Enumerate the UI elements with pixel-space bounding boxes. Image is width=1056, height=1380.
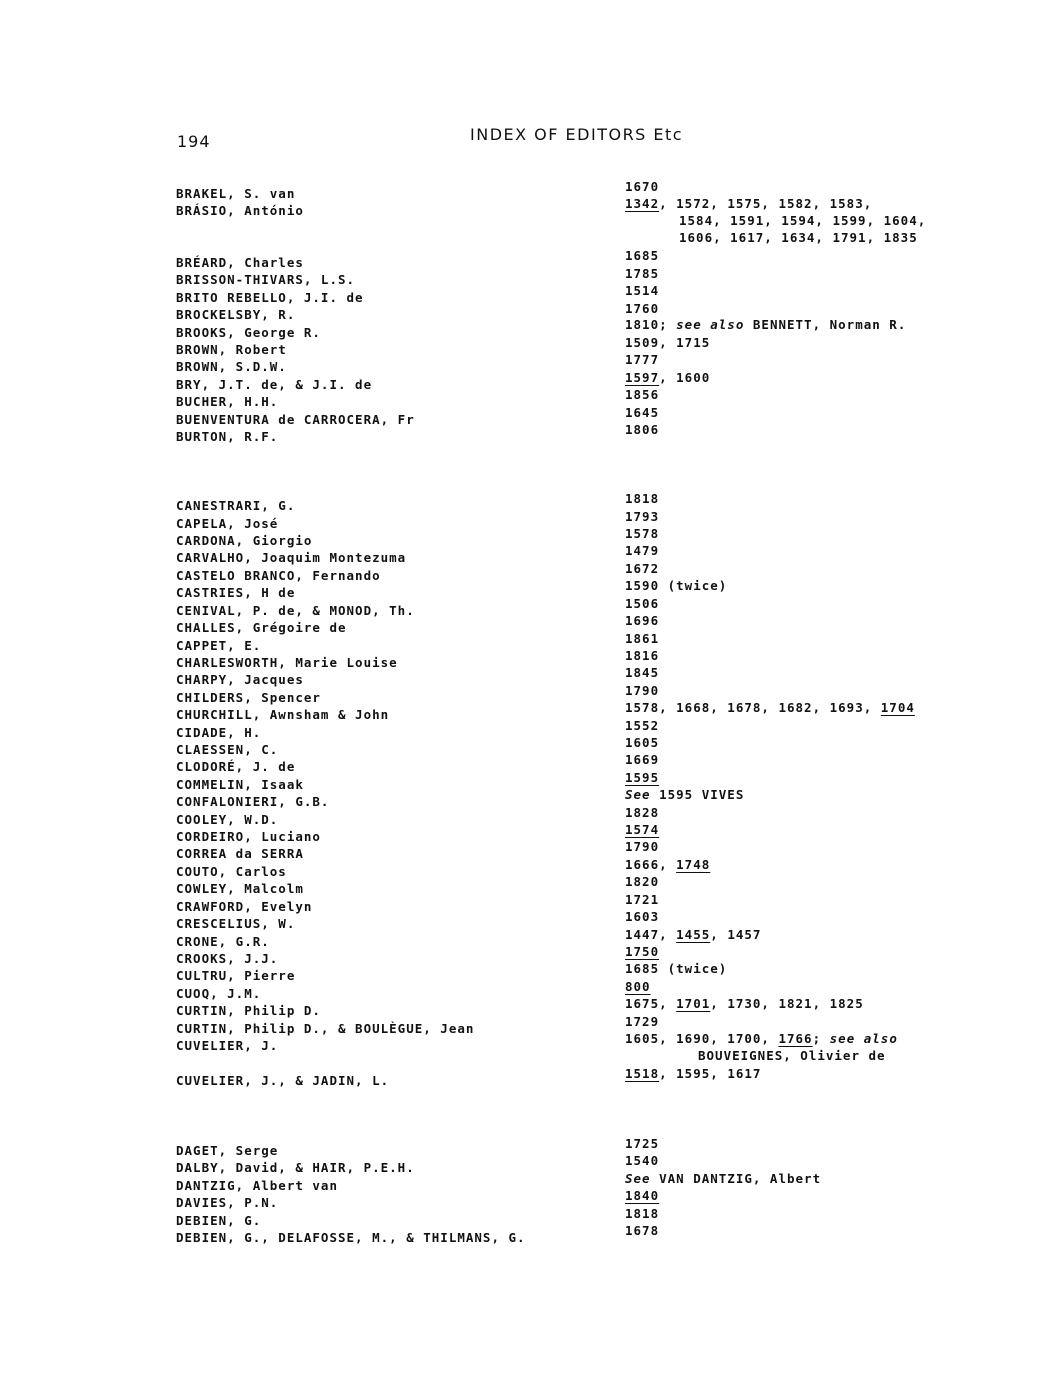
underlined-ref: 1455	[676, 927, 711, 942]
underlined-ref: 1342	[625, 196, 660, 211]
index-entry-refs	[625, 647, 659, 664]
ref-text: 1861	[625, 631, 660, 646]
index-entry-name: BUCHER, H.H.	[176, 394, 279, 409]
index-entry-refs	[625, 490, 659, 507]
ref-text: 1845	[625, 665, 660, 680]
index-entry-refs	[625, 612, 659, 629]
index-entry-name: CASTRIES, H de	[176, 585, 296, 600]
ref-text: 1790	[625, 839, 660, 854]
underlined-ref: 1840	[625, 1188, 660, 1203]
index-entry-refs	[625, 856, 710, 873]
see-reference: See	[625, 1171, 651, 1186]
ref-text: 1696	[625, 613, 660, 628]
ref-text: 1540	[625, 1153, 660, 1168]
index-entry-refs	[625, 195, 872, 212]
index-entry-refs	[625, 1135, 659, 1152]
ref-text: 1820	[625, 874, 660, 889]
index-entry-refs	[625, 630, 659, 647]
index-entry-refs	[625, 369, 710, 386]
index-entry-refs	[679, 229, 918, 246]
underlined-ref: 1595	[625, 770, 660, 785]
ref-text: , 1730, 1821, 1825	[710, 996, 864, 1011]
index-entry-refs	[625, 751, 659, 768]
ref-text: , 1595, 1617	[659, 1066, 762, 1081]
index-entry-name: BRITO REBELLO, J.I. de	[176, 290, 364, 305]
index-entry-refs	[625, 542, 659, 559]
index-entry-refs	[698, 1047, 886, 1064]
index-entry-refs	[625, 282, 659, 299]
index-entry-refs	[625, 699, 915, 716]
index-entry-refs	[625, 386, 659, 403]
index-entry-name: BRY, J.T. de, & J.I. de	[176, 377, 373, 392]
index-entry-name: CHALLES, Grégoire de	[176, 620, 347, 635]
index-entry-refs	[625, 1013, 659, 1030]
ref-text: 1856	[625, 387, 660, 402]
ref-text: 1578, 1668, 1678, 1682, 1693,	[625, 700, 881, 715]
index-entry-name: CORDEIRO, Luciano	[176, 829, 321, 844]
ref-text: 1810;	[625, 317, 677, 332]
index-entry-name: CULTRU, Pierre	[176, 968, 296, 983]
index-entry-refs	[625, 334, 710, 351]
index-entry-name: DAGET, Serge	[176, 1143, 279, 1158]
ref-text: 1685 (twice)	[625, 961, 728, 976]
index-entry-refs	[625, 1065, 761, 1082]
index-entry-refs	[625, 960, 727, 977]
ref-text: 1552	[625, 718, 660, 733]
index-entry-refs	[625, 404, 659, 421]
index-entry-name: CRAWFORD, Evelyn	[176, 899, 313, 914]
ref-text: 1675,	[625, 996, 677, 1011]
index-entry-refs	[625, 786, 744, 803]
index-entry-refs	[625, 943, 659, 960]
ref-text: 1666,	[625, 857, 677, 872]
index-entry-name: CHARPY, Jacques	[176, 672, 304, 687]
index-entry-refs	[625, 265, 659, 282]
ref-text: 1818	[625, 491, 660, 506]
index-entry-name: CROOKS, J.J.	[176, 951, 279, 966]
index-entry-name: CIDADE, H.	[176, 725, 262, 740]
index-entry-name: DAVIES, P.N.	[176, 1195, 279, 1210]
underlined-ref: 1748	[676, 857, 711, 872]
ref-text: 1479	[625, 543, 660, 558]
index-entry-name: BRAKEL, S. van	[176, 186, 296, 201]
ref-text: ;	[812, 1031, 830, 1046]
index-entry-refs	[625, 717, 659, 734]
ref-text: 1806	[625, 422, 660, 437]
ref-text: 1605, 1690, 1700,	[625, 1031, 779, 1046]
index-entry-refs	[625, 978, 651, 995]
index-entry-name: BROWN, Robert	[176, 342, 287, 357]
index-entry-name: CRESCELIUS, W.	[176, 916, 296, 931]
index-entry-name: CANESTRARI, G.	[176, 498, 296, 513]
index-entry-refs	[625, 838, 659, 855]
ref-text: 1793	[625, 509, 660, 524]
index-entry-refs	[625, 560, 659, 577]
index-entry-refs	[625, 1030, 898, 1047]
index-entry-name: BROOKS, George R.	[176, 325, 321, 340]
index-entry-refs	[625, 351, 659, 368]
index-entry-name: CLODORÉ, J. de	[176, 759, 296, 774]
ref-text: 1506	[625, 596, 660, 611]
ref-text: 1606, 1617, 1634, 1791, 1835	[679, 230, 918, 245]
index-entry-name: CARDONA, Giorgio	[176, 533, 313, 548]
index-entry-name: DEBIEN, G.	[176, 1213, 262, 1228]
index-entry-name: CHARLESWORTH, Marie Louise	[176, 655, 398, 670]
index-entry-refs	[625, 769, 659, 786]
index-entry-refs	[625, 316, 906, 333]
running-head: INDEX OF EDITORS Etc	[470, 125, 684, 144]
index-entry-refs	[625, 525, 659, 542]
ref-text: 1785	[625, 266, 660, 281]
underlined-ref: 1701	[676, 996, 711, 1011]
index-entry-name: CONFALONIERI, G.B.	[176, 794, 330, 809]
index-entry-name: BRISSON-THIVARS, L.S.	[176, 272, 356, 287]
ref-text: 1605	[625, 735, 660, 750]
ref-text: , 1600	[659, 370, 711, 385]
index-entry-name: COWLEY, Malcolm	[176, 881, 304, 896]
underlined-ref: 1574	[625, 822, 660, 837]
index-entry-refs	[625, 891, 659, 908]
ref-text: 1669	[625, 752, 660, 767]
underlined-ref: 1518	[625, 1066, 660, 1081]
index-entry-refs	[625, 734, 659, 751]
index-entry-name: CURTIN, Philip D.	[176, 1003, 321, 1018]
index-entry-refs	[625, 247, 659, 264]
ref-text: 1725	[625, 1136, 660, 1151]
index-entry-name: CAPPET, E.	[176, 638, 262, 653]
index-entry-refs	[625, 995, 864, 1012]
index-entry-name: BRÁSIO, António	[176, 203, 304, 218]
ref-text: 1645	[625, 405, 660, 420]
index-entry-name: CORREA da SERRA	[176, 846, 304, 861]
index-entry-name: CAPELA, José	[176, 516, 279, 531]
ref-text: 1509, 1715	[625, 335, 711, 350]
ref-text: 1678	[625, 1223, 660, 1238]
index-entry-refs	[625, 421, 659, 438]
index-entry-refs	[625, 595, 659, 612]
index-entry-name: CUOQ, J.M.	[176, 986, 262, 1001]
ref-text: 1670	[625, 179, 660, 194]
ref-text: 1777	[625, 352, 660, 367]
ref-text: 1816	[625, 648, 660, 663]
index-entry-name: CASTELO BRANCO, Fernando	[176, 568, 381, 583]
index-entry-refs	[625, 926, 761, 943]
index-entry-refs	[625, 1222, 659, 1239]
index-entry-name: CURTIN, Philip D., & BOULÈGUE, Jean	[176, 1021, 475, 1036]
see-reference: see also	[676, 317, 745, 332]
ref-text: 1578	[625, 526, 660, 541]
index-entry-name: CHURCHILL, Awnsham & John	[176, 707, 390, 722]
underlined-ref: 1597	[625, 370, 660, 385]
ref-text: 1514	[625, 283, 660, 298]
index-entry-refs	[625, 908, 659, 925]
index-entry-refs	[625, 821, 659, 838]
index-entry-name: BROCKELSBY, R.	[176, 307, 296, 322]
index-entry-name: CHILDERS, Spencer	[176, 690, 321, 705]
index-entry-name: DANTZIG, Albert van	[176, 1178, 338, 1193]
index-entry-name: CUVELIER, J., & JADIN, L.	[176, 1073, 390, 1088]
ref-text: 1447,	[625, 927, 677, 942]
index-entry-name: COUTO, Carlos	[176, 864, 287, 879]
index-entry-name: DEBIEN, G., DELAFOSSE, M., & THILMANS, G.	[176, 1230, 526, 1245]
index-entry-refs	[625, 1205, 659, 1222]
ref-text: VAN DANTZIG, Albert	[650, 1171, 822, 1186]
ref-text: , 1457	[710, 927, 762, 942]
index-entry-refs	[625, 178, 659, 195]
index-entry-refs	[625, 1152, 659, 1169]
index-entry-refs	[625, 873, 659, 890]
see-reference: See	[625, 787, 651, 802]
ref-text: 1760	[625, 301, 660, 316]
ref-text: 1595 VIVES	[650, 787, 745, 802]
ref-text: 1603	[625, 909, 660, 924]
ref-text: , 1572, 1575, 1582, 1583,	[659, 196, 873, 211]
index-entry-refs	[625, 664, 659, 681]
index-entry-refs	[679, 212, 926, 229]
index-entry-name: COOLEY, W.D.	[176, 812, 279, 827]
ref-text: 1729	[625, 1014, 660, 1029]
ref-text: 1584, 1591, 1594, 1599, 1604,	[679, 213, 927, 228]
ref-text: 1828	[625, 805, 660, 820]
index-entry-refs	[625, 1187, 659, 1204]
index-entry-refs	[625, 300, 659, 317]
ref-text: 1721	[625, 892, 660, 907]
index-entry-refs	[625, 682, 659, 699]
underlined-ref: 800	[625, 979, 651, 994]
index-entry-refs	[625, 1170, 821, 1187]
index-entry-name: BUENVENTURA de CARROCERA, Fr	[176, 412, 415, 427]
index-entry-name: BROWN, S.D.W.	[176, 359, 287, 374]
underlined-ref: 1750	[625, 944, 660, 959]
index-entry-name: DALBY, David, & HAIR, P.E.H.	[176, 1160, 415, 1175]
ref-text: 1590 (twice)	[625, 578, 728, 593]
ref-text: 1685	[625, 248, 660, 263]
index-entry-name: CARVALHO, Joaquim Montezuma	[176, 550, 407, 565]
underlined-ref: 1766	[778, 1031, 813, 1046]
ref-text: 1672	[625, 561, 660, 576]
index-entry-name: CENIVAL, P. de, & MONOD, Th.	[176, 603, 415, 618]
index-entry-name: CRONE, G.R.	[176, 934, 270, 949]
index-entry-refs	[625, 508, 659, 525]
index-entry-refs	[625, 577, 727, 594]
index-entry-name: BRÉARD, Charles	[176, 255, 304, 270]
ref-text: 1790	[625, 683, 660, 698]
index-entry-refs	[625, 804, 659, 821]
index-entry-name: CLAESSEN, C.	[176, 742, 279, 757]
underlined-ref: 1704	[880, 700, 915, 715]
index-entry-name: CUVELIER, J.	[176, 1038, 279, 1053]
ref-text: BOUVEIGNES, Olivier de	[698, 1048, 886, 1063]
index-entry-name: BURTON, R.F.	[176, 429, 279, 444]
ref-text: 1818	[625, 1206, 660, 1221]
ref-text: BENNETT, Norman R.	[744, 317, 907, 332]
page-number: 194	[177, 132, 211, 151]
index-entry-name: COMMELIN, Isaak	[176, 777, 304, 792]
see-reference: see also	[829, 1031, 898, 1046]
